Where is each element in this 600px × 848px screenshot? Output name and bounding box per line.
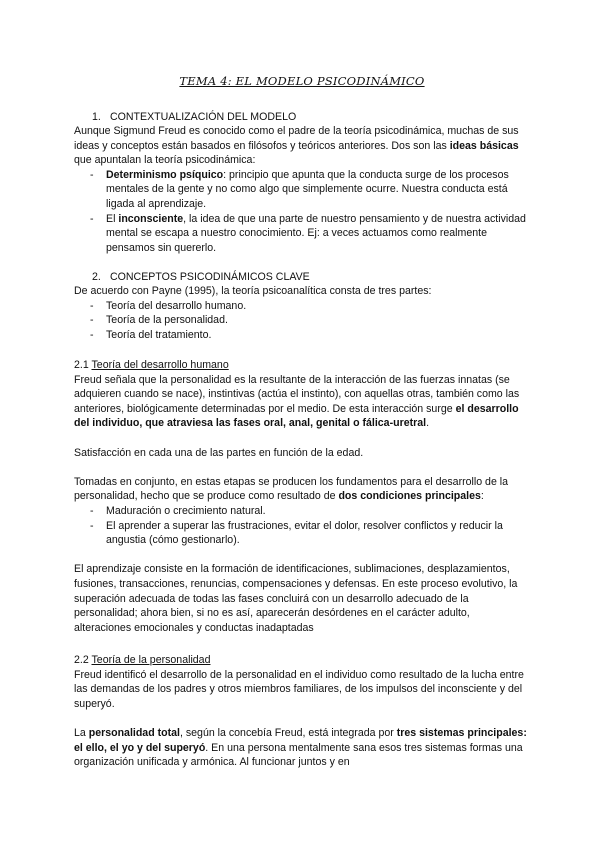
paragraph-text: Tomadas en conjunto, en estas etapas se producen los fundamentos para el desarrollo de la personalidad, hecho que se produce como resultado de [74, 475, 509, 503]
subsection-number: 2.2 [74, 654, 89, 666]
subsection-heading [74, 358, 528, 373]
section-1-number: 1. [92, 111, 101, 123]
section-2-1 [74, 358, 528, 635]
list-item: - Teoría de la personalidad. [74, 313, 528, 328]
item-bold: Determinismo psíquico [106, 168, 224, 181]
subsection-heading [74, 653, 528, 668]
paragraph-bold: personalidad total [88, 726, 180, 739]
subsection-title: Teoría del desarrollo humano [91, 359, 229, 371]
section-1-intro [74, 124, 528, 168]
paragraph-text-end: . En una persona mentalmente sana esos tres sistemas formas una organización unificada y armónica. Al funcionar juntos y en [74, 741, 523, 769]
section-1-title: CONTEXTUALIZACIÓN DEL MODELO [110, 111, 297, 123]
paragraph-text: , según la concebía Freud, está integrada por [179, 726, 397, 739]
paragraph: Satisfacción en cada una de las partes en función de la edad. [74, 446, 364, 459]
paragraph-bold: el desarrollo del individuo, que atraviesa las fases oral, anal, genital o fálica-uretral [74, 402, 519, 430]
paragraph-bold: dos condiciones principales [338, 490, 481, 503]
intro-bold: ideas básicas [449, 139, 519, 152]
paragraph-text: La [74, 726, 89, 739]
paragraph-text: Freud señala que la personalidad es la resultante de la interacción de las fuerzas innatas (se adquieren cuando se nace), instintivas (actúa el instinto), con aquellas otras, también como las anteriores, biológicamente determinadas por el medio. De esta interacción surge [74, 373, 520, 415]
paragraph-bold: tres sistemas principales: el ello, el yo y del superyó [74, 726, 527, 754]
section-1-list [74, 168, 528, 256]
section-2-number: 2. [92, 271, 101, 283]
section-2-body [74, 284, 528, 342]
subsection-title: Teoría de la personalidad [91, 654, 211, 666]
section-2-intro: De acuerdo con Payne (1995), la teoría psicoanalítica consta de tres partes: [74, 285, 432, 297]
conditions-list [74, 504, 528, 548]
list-item [74, 168, 528, 212]
paragraph-text-end: : [480, 490, 484, 503]
section-2-2 [74, 653, 528, 770]
paragraph-text-end: . [426, 417, 430, 430]
item-text: , la idea de que una parte de nuestro pensamiento y de nuestra actividad mental se escapa a nuestro conocimiento. Ej: a veces actuamos como realmente pensamos sin quererlo. [106, 212, 526, 254]
list-item [74, 212, 528, 256]
item-text: : principio que apunta que la conducta surge de los procesos mentales de la gente y no como algo que simplemente ocurre. Nuestra conducta está ligada al aprendizaje. [106, 168, 509, 210]
section-1-body [74, 124, 528, 255]
item-bold: inconsciente [118, 212, 184, 225]
section-2-title: CONCEPTOS PSICODINÁMICOS CLAVE [110, 271, 310, 283]
section-1-heading [92, 110, 296, 125]
paragraph [74, 726, 528, 770]
paragraph [74, 475, 528, 504]
list-item: - Maduración o crecimiento natural. [74, 504, 528, 519]
subsection-number: 2.1 [74, 359, 89, 371]
intro-text-end: que apuntalan la teoría psicodinámica: [74, 154, 256, 167]
paragraph: El aprendizaje consiste en la formación de identificaciones, sublimaciones, desplazamientos, fusiones, transacciones, renuncias, compensaciones y defensas. En este proceso evolutivo, la superación adecuada de todas las fases concluirá con un desarrollo adecuado de la personalidad; ahora bien, si no es así, aparecerán desórdenes en el carácter adulto, alteraciones emocionales y conductas inadaptadas [74, 563, 518, 634]
list-item: - Teoría del tratamiento. [74, 328, 528, 343]
item-pre: El [106, 212, 119, 225]
intro-text: Aunque Sigmund Freud es conocido como el padre de la teoría psicodinámica, muchas de sus ideas y conceptos están basados en filósofos y teóricos anteriores. Dos son las [74, 125, 519, 152]
list-item: - El aprender a superar las frustraciones, evitar el dolor, resolver conflictos y reducir la angustia (cómo gestionarlo). [74, 519, 528, 548]
page-title: TEMA 4: EL MODELO PSICODINÁMICO [179, 74, 425, 88]
list-item: - Teoría del desarrollo humano. [74, 299, 528, 314]
section-2-heading [92, 270, 310, 285]
section-2-list [74, 299, 528, 343]
paragraph [74, 373, 528, 431]
paragraph: Freud identificó el desarrollo de la personalidad en el individuo como resultado de la lucha entre las demandas de los padres y otros miembros familiares, de los impulsos del inconsciente y del superyó. [74, 668, 524, 710]
